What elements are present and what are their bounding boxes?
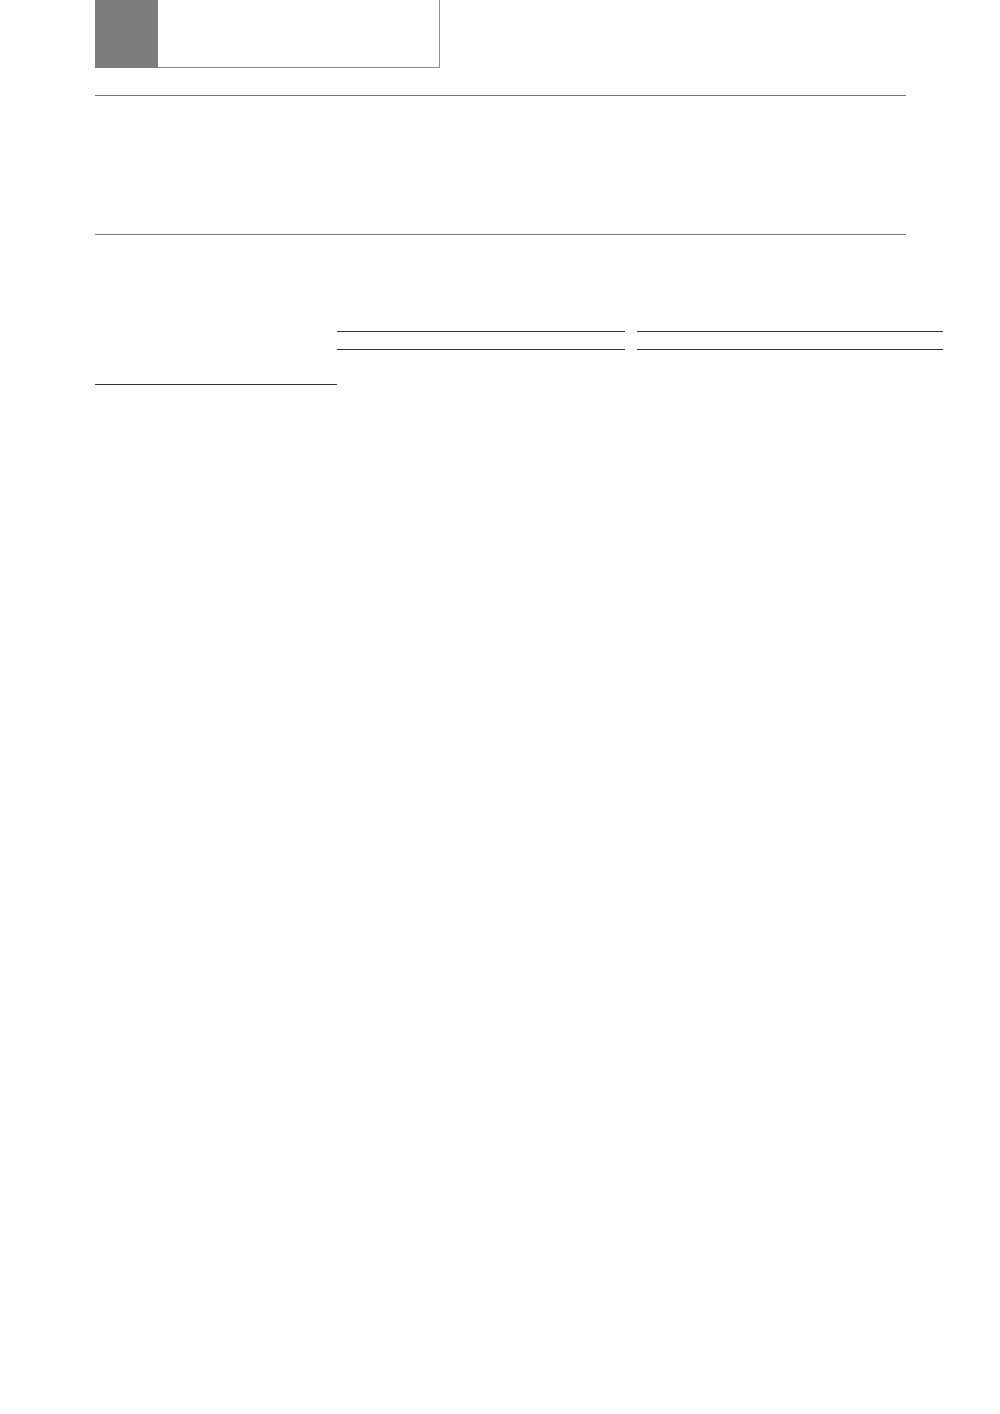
top-rule <box>95 95 906 96</box>
period-2016-header <box>631 332 943 350</box>
period-2017-header <box>337 332 631 350</box>
table-caption <box>337 314 943 332</box>
page-number <box>95 0 158 68</box>
bottom-rule <box>95 234 906 235</box>
fx-position-table <box>95 314 943 385</box>
